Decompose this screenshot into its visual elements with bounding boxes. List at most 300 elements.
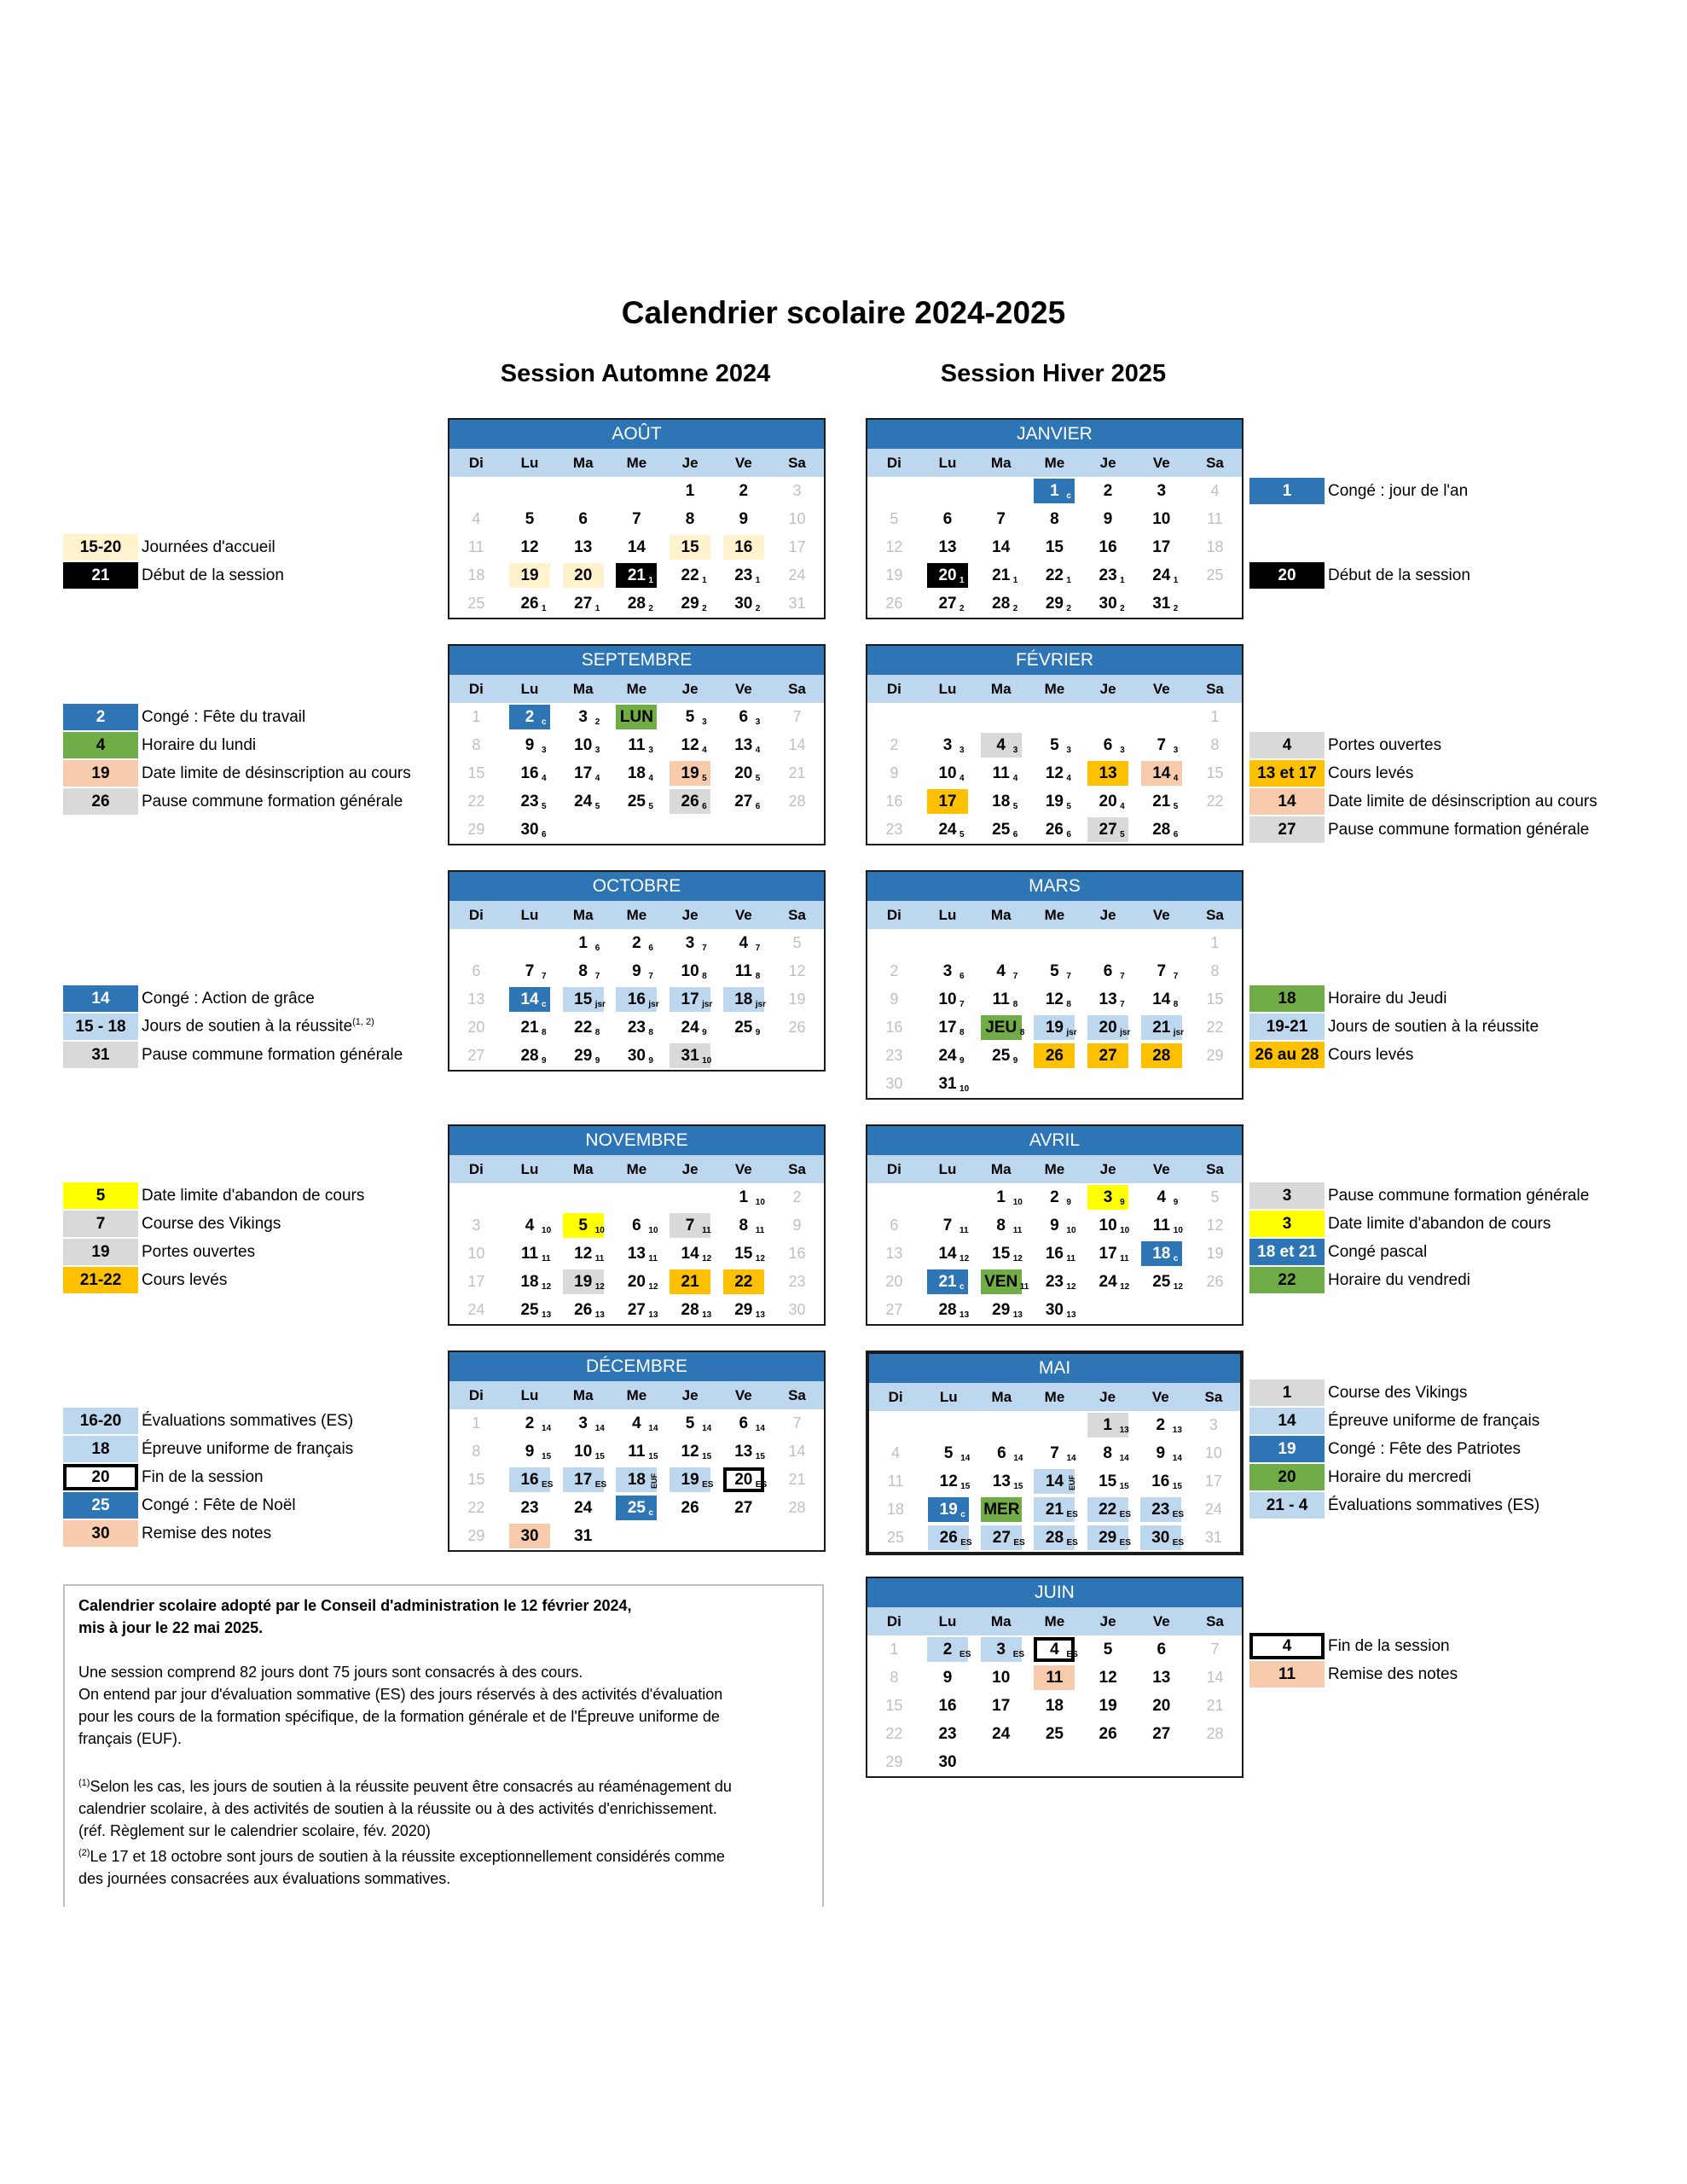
day-count: 2 bbox=[1120, 604, 1125, 613]
day-cell bbox=[503, 731, 557, 759]
day-number: 16 bbox=[885, 793, 903, 810]
day-cell bbox=[1028, 985, 1081, 1014]
day-count: 13 bbox=[1119, 1426, 1129, 1435]
day-cell bbox=[664, 1522, 717, 1550]
day-number: 31 bbox=[1204, 1529, 1222, 1546]
weekday-header: Sa bbox=[1188, 901, 1242, 929]
day-cell bbox=[1187, 1411, 1240, 1439]
day-cell bbox=[1028, 1524, 1081, 1552]
day-cell bbox=[556, 1466, 610, 1494]
legend-swatch: 14 bbox=[1249, 788, 1325, 815]
day-cell bbox=[1081, 1692, 1135, 1720]
day-count: 2 bbox=[959, 604, 965, 613]
day-number: 7 bbox=[632, 509, 641, 528]
weekday-header: Di bbox=[867, 675, 921, 703]
day-cell bbox=[556, 731, 610, 759]
day-number: 24 bbox=[992, 1724, 1011, 1743]
weekday-header: Je bbox=[664, 901, 717, 929]
day-cell bbox=[503, 1183, 557, 1211]
legend-swatch: 2 bbox=[63, 704, 138, 730]
weekday-header: Ve bbox=[1134, 901, 1188, 929]
day-count: 15 bbox=[648, 1452, 658, 1461]
day-cell bbox=[1081, 1496, 1134, 1524]
day-number: 9 bbox=[1050, 1216, 1059, 1234]
day-count: 1 bbox=[702, 576, 707, 585]
legend-label bbox=[1328, 1187, 1589, 1205]
day-cell bbox=[921, 816, 975, 844]
day-number: 30 bbox=[1045, 1300, 1064, 1319]
day-count: 14 bbox=[755, 1424, 765, 1433]
legend-item bbox=[1249, 985, 1446, 1012]
weekday-header: Ma bbox=[974, 1155, 1028, 1183]
day-count: 7 bbox=[594, 972, 600, 981]
day-cell bbox=[664, 1296, 717, 1324]
day-cell bbox=[1188, 1014, 1242, 1042]
week-row bbox=[449, 1522, 824, 1550]
day-cell bbox=[770, 533, 824, 561]
legend-label bbox=[142, 1412, 353, 1431]
day-cell bbox=[1028, 1664, 1081, 1692]
day-cell bbox=[503, 759, 557, 787]
day-cell bbox=[1188, 533, 1242, 561]
session-title-winter: Session Hiver 2025 bbox=[940, 360, 1167, 387]
day-cell bbox=[1028, 590, 1081, 618]
legend-text: Date limite de désinscription au cours bbox=[142, 764, 411, 782]
day-count: jsr bbox=[702, 1000, 713, 1009]
legend-swatch: 4 bbox=[1249, 732, 1325, 758]
weekday-header: Je bbox=[1081, 901, 1135, 929]
legend-label bbox=[142, 1243, 255, 1262]
day-cell bbox=[867, 1014, 921, 1042]
legend-footnote-mark: (1, 2) bbox=[352, 1017, 374, 1028]
day-cell bbox=[1134, 1467, 1187, 1496]
legend-swatch: 1 bbox=[1249, 1380, 1325, 1406]
legend-swatch: 22 bbox=[1249, 1267, 1325, 1293]
day-count: ES bbox=[959, 1650, 971, 1659]
day-cell bbox=[1134, 1070, 1188, 1098]
legend-item bbox=[1249, 1042, 1413, 1068]
month-header: AOÛT bbox=[449, 420, 824, 449]
day-number: 6 bbox=[472, 962, 481, 979]
day-cell bbox=[503, 1211, 557, 1240]
day-number: 5 bbox=[1103, 1640, 1113, 1658]
legend-item bbox=[1249, 1492, 1539, 1519]
day-number: 10 bbox=[574, 1442, 593, 1461]
day-count: 7 bbox=[542, 972, 547, 981]
day-number: 4 bbox=[739, 933, 749, 952]
day-cell bbox=[1188, 985, 1242, 1014]
day-cell bbox=[1134, 590, 1188, 618]
legend-item bbox=[1249, 1464, 1471, 1490]
day-number: 3 bbox=[472, 1217, 481, 1234]
day-count: 11 bbox=[755, 1226, 765, 1235]
day-count: 6 bbox=[1012, 830, 1018, 839]
day-cell bbox=[867, 1183, 921, 1211]
week-row bbox=[869, 1411, 1240, 1439]
day-number: 4 bbox=[996, 735, 1006, 754]
day-number: 5 bbox=[578, 1216, 588, 1234]
day-count: 6 bbox=[1066, 830, 1071, 839]
legend-swatch: 11 bbox=[1249, 1661, 1325, 1687]
day-cell bbox=[921, 505, 975, 533]
day-number: 4 bbox=[1050, 1640, 1059, 1658]
day-number: 21 bbox=[1152, 1018, 1171, 1037]
day-number: 6 bbox=[942, 509, 953, 528]
day-count: 11 bbox=[959, 1226, 969, 1235]
day-number: 20 bbox=[467, 1019, 485, 1036]
day-cell bbox=[449, 1042, 503, 1070]
day-number: 3 bbox=[1209, 1416, 1218, 1433]
legend-item bbox=[63, 1182, 364, 1209]
day-number: 19 bbox=[1206, 1245, 1224, 1262]
day-number: 30 bbox=[1099, 594, 1117, 613]
day-cell bbox=[869, 1467, 922, 1496]
day-number: 13 bbox=[734, 735, 753, 754]
weekday-row bbox=[867, 901, 1242, 929]
day-number: 1 bbox=[685, 481, 695, 500]
legend-text: Course des Vikings bbox=[142, 1214, 281, 1233]
day-count: ES bbox=[960, 1538, 972, 1548]
day-number: 15 bbox=[734, 1244, 753, 1263]
day-cell bbox=[770, 1409, 824, 1438]
day-cell bbox=[664, 957, 717, 985]
day-cell bbox=[1188, 1042, 1242, 1070]
day-number: 16 bbox=[938, 1696, 957, 1715]
day-count: 11 bbox=[1066, 1254, 1075, 1263]
day-number: 26 bbox=[788, 1019, 806, 1036]
day-cell bbox=[1188, 731, 1242, 759]
legend-item bbox=[63, 732, 256, 758]
week-row bbox=[449, 787, 824, 816]
day-count: 3 bbox=[1012, 746, 1018, 755]
day-number: 27 bbox=[1152, 1724, 1171, 1743]
day-number: 27 bbox=[1099, 820, 1117, 839]
day-cell bbox=[867, 505, 921, 533]
day-count: 12 bbox=[1173, 1282, 1183, 1292]
legend-swatch: 3 bbox=[1249, 1211, 1325, 1237]
week-row bbox=[449, 590, 824, 618]
day-cell bbox=[867, 1042, 921, 1070]
day-number: 15 bbox=[1099, 1472, 1117, 1490]
day-number: 13 bbox=[1099, 990, 1117, 1008]
day-cell bbox=[610, 1014, 664, 1042]
day-number: 10 bbox=[1204, 1444, 1222, 1461]
day-number: 17 bbox=[938, 792, 957, 810]
day-count: 3 bbox=[594, 746, 600, 755]
day-number: 30 bbox=[1151, 1528, 1170, 1547]
legend-swatch: 18 bbox=[1249, 985, 1325, 1012]
day-number: 7 bbox=[996, 509, 1006, 528]
week-row bbox=[867, 1183, 1242, 1211]
weekday-header: Sa bbox=[770, 1381, 824, 1409]
day-number: 11 bbox=[520, 1244, 539, 1263]
day-number: 13 bbox=[885, 1245, 903, 1262]
day-count: 15 bbox=[702, 1452, 712, 1461]
day-count: ES bbox=[1119, 1538, 1131, 1548]
day-cell bbox=[556, 1268, 610, 1296]
day-cell bbox=[770, 1211, 824, 1240]
day-cell bbox=[921, 1664, 975, 1692]
day-number: 5 bbox=[1050, 735, 1059, 754]
day-number: 9 bbox=[739, 509, 749, 528]
legend-item bbox=[1249, 1014, 1539, 1040]
day-count: 12 bbox=[1120, 1282, 1130, 1292]
week-row bbox=[867, 1240, 1242, 1268]
day-number: 10 bbox=[681, 961, 699, 980]
day-number: 17 bbox=[574, 764, 593, 782]
day-count: 11 bbox=[1120, 1254, 1129, 1263]
day-cell bbox=[1134, 1496, 1187, 1524]
day-cell bbox=[664, 1183, 717, 1211]
day-count: 15 bbox=[755, 1452, 765, 1461]
day-number: 1 bbox=[996, 1188, 1006, 1206]
day-count: 4 bbox=[594, 774, 600, 783]
day-count: 7 bbox=[1120, 1000, 1125, 1009]
day-cell bbox=[1134, 703, 1188, 731]
legend-item bbox=[1249, 1239, 1427, 1265]
day-number: 12 bbox=[788, 962, 806, 979]
day-number: 15 bbox=[574, 990, 593, 1008]
weekday-header: Di bbox=[867, 901, 921, 929]
day-number: 9 bbox=[1103, 509, 1113, 528]
week-row bbox=[449, 1409, 824, 1438]
legend-text: Cours levés bbox=[1328, 764, 1414, 782]
day-count: ES bbox=[755, 1480, 768, 1490]
day-cell bbox=[770, 703, 824, 731]
day-cell bbox=[770, 1014, 824, 1042]
legend-item bbox=[1249, 1211, 1551, 1237]
day-cell bbox=[1028, 1240, 1081, 1268]
day-cell bbox=[974, 1211, 1028, 1240]
day-cell bbox=[1081, 985, 1135, 1014]
legend-text: Horaire du vendredi bbox=[1328, 1270, 1470, 1289]
day-cell bbox=[921, 929, 975, 957]
day-cell bbox=[716, 561, 770, 590]
day-cell bbox=[1188, 505, 1242, 533]
day-count: 13 bbox=[648, 1310, 658, 1320]
day-count: 10 bbox=[1066, 1226, 1076, 1235]
weekday-header: Lu bbox=[921, 675, 975, 703]
day-number: 25 bbox=[1206, 566, 1224, 584]
day-number: 8 bbox=[1210, 736, 1220, 753]
day-cell bbox=[716, 985, 770, 1014]
day-cell bbox=[1081, 957, 1135, 985]
day-number: 20 bbox=[574, 566, 593, 584]
day-count: 9 bbox=[755, 1028, 761, 1037]
legend-label bbox=[1328, 793, 1597, 811]
day-number: 7 bbox=[1157, 735, 1167, 754]
day-cell bbox=[556, 1014, 610, 1042]
day-count: 2 bbox=[648, 604, 653, 613]
day-number: 26 bbox=[1045, 1046, 1064, 1065]
weekday-header: Di bbox=[867, 449, 921, 477]
weekday-header: Ma bbox=[974, 675, 1028, 703]
day-number: 28 bbox=[992, 594, 1011, 613]
day-count: 15 bbox=[960, 1482, 971, 1491]
day-number: 18 bbox=[467, 566, 485, 584]
day-number: 29 bbox=[734, 1300, 753, 1319]
day-cell bbox=[1134, 1692, 1188, 1720]
day-cell bbox=[449, 590, 503, 618]
day-cell bbox=[1081, 1211, 1135, 1240]
day-cell bbox=[1028, 561, 1081, 590]
weekday-header: Me bbox=[1028, 449, 1081, 477]
day-cell bbox=[1081, 1411, 1134, 1439]
day-cell bbox=[1028, 1014, 1081, 1042]
day-cell bbox=[664, 787, 717, 816]
day-count: 7 bbox=[1012, 972, 1018, 981]
legend-swatch: 18 et 21 bbox=[1249, 1239, 1325, 1265]
day-number: 10 bbox=[938, 990, 957, 1008]
day-count: 6 bbox=[648, 944, 653, 953]
day-cell bbox=[1134, 1211, 1188, 1240]
day-number: 1 bbox=[1210, 708, 1220, 725]
legend-label bbox=[1328, 482, 1468, 501]
legend-text: Cours levés bbox=[1328, 1045, 1414, 1064]
day-cell bbox=[449, 985, 503, 1014]
day-cell bbox=[449, 477, 503, 505]
legend-text: Épreuve uniforme de français bbox=[142, 1439, 354, 1458]
day-count: 10 bbox=[542, 1226, 552, 1235]
day-count: jsr bbox=[648, 1000, 659, 1009]
legend-item bbox=[63, 788, 403, 815]
legend-item bbox=[63, 1436, 353, 1462]
day-cell bbox=[1134, 1014, 1188, 1042]
day-cell bbox=[664, 929, 717, 957]
footnote-2-text-2: des journées consacrées aux évaluations sommatives. bbox=[78, 1870, 451, 1887]
legend-label bbox=[1328, 1496, 1539, 1515]
day-cell bbox=[1081, 1014, 1135, 1042]
day-count: c bbox=[1173, 1254, 1179, 1263]
day-cell bbox=[867, 1240, 921, 1268]
legend-label bbox=[142, 1046, 403, 1065]
day-number: 11 bbox=[628, 1442, 646, 1461]
legend-label bbox=[1328, 1665, 1458, 1684]
day-cell bbox=[556, 1438, 610, 1466]
legend-item bbox=[63, 1267, 227, 1293]
day-number: 29 bbox=[467, 1527, 485, 1544]
week-row bbox=[449, 1042, 824, 1070]
day-number: 19 bbox=[885, 566, 903, 584]
day-cell bbox=[921, 1268, 975, 1296]
day-cell bbox=[1028, 1496, 1081, 1524]
week-row bbox=[867, 985, 1242, 1014]
day-number: 29 bbox=[1045, 594, 1064, 613]
day-cell bbox=[716, 703, 770, 731]
day-number: 22 bbox=[574, 1018, 593, 1037]
day-number: 27 bbox=[734, 1498, 753, 1517]
legend-text: Congé pascal bbox=[1328, 1242, 1428, 1261]
day-cell bbox=[1081, 929, 1135, 957]
week-row bbox=[869, 1524, 1240, 1552]
day-number: 25 bbox=[887, 1529, 905, 1546]
day-cell bbox=[503, 1466, 557, 1494]
weekday-header: Di bbox=[869, 1383, 922, 1411]
day-number: 27 bbox=[574, 594, 593, 613]
note-heading-1: Calendrier scolaire adopté par le Conseil d'administration le 12 février 2024, bbox=[78, 1597, 632, 1614]
day-number: 20 bbox=[938, 566, 957, 584]
day-count: ES bbox=[1012, 1650, 1025, 1659]
day-count: 9 bbox=[1173, 1198, 1179, 1207]
day-cell bbox=[556, 985, 610, 1014]
day-cell bbox=[716, 533, 770, 561]
weekday-header: Lu bbox=[503, 675, 557, 703]
day-cell bbox=[556, 1296, 610, 1324]
day-number: 19 bbox=[939, 1500, 958, 1519]
day-number: 22 bbox=[1206, 793, 1224, 810]
day-cell bbox=[922, 1439, 975, 1467]
day-number: 10 bbox=[788, 510, 806, 527]
day-number: 24 bbox=[467, 1301, 485, 1318]
footnote-1-mark: (1) bbox=[78, 1778, 90, 1788]
footnote-1 bbox=[78, 1772, 809, 1798]
day-number: 3 bbox=[792, 482, 802, 499]
day-number: 19 bbox=[1045, 1018, 1064, 1037]
day-count: 6 bbox=[702, 802, 707, 811]
weekday-header: Di bbox=[449, 675, 503, 703]
day-count: 12 bbox=[542, 1282, 552, 1292]
day-count: 7 bbox=[755, 944, 761, 953]
legend-item bbox=[1249, 1182, 1589, 1209]
legend-label bbox=[142, 1187, 364, 1205]
day-cell bbox=[556, 787, 610, 816]
day-count: 6 bbox=[542, 830, 547, 839]
day-number: 25 bbox=[734, 1018, 753, 1037]
day-number: 9 bbox=[890, 990, 899, 1008]
legend-text: Date limite d'abandon de cours bbox=[1328, 1214, 1551, 1233]
week-row bbox=[867, 1296, 1242, 1324]
day-number: 4 bbox=[1157, 1188, 1167, 1206]
day-number: 6 bbox=[997, 1443, 1006, 1462]
day-cell bbox=[1081, 1467, 1134, 1496]
day-number: 25 bbox=[1152, 1272, 1171, 1291]
day-number: 3 bbox=[942, 961, 953, 980]
weekday-header: Ma bbox=[556, 901, 610, 929]
day-count: jsr bbox=[1173, 1028, 1185, 1037]
day-cell bbox=[664, 561, 717, 590]
day-cell bbox=[716, 1466, 770, 1494]
week-row bbox=[867, 929, 1242, 957]
day-cell bbox=[975, 1411, 1028, 1439]
day-number: 3 bbox=[996, 1640, 1006, 1658]
day-number: 22 bbox=[885, 1725, 903, 1742]
day-cell bbox=[556, 1522, 610, 1550]
day-cell bbox=[664, 505, 717, 533]
weekday-header: Me bbox=[1028, 1607, 1081, 1635]
day-cell bbox=[974, 703, 1028, 731]
day-number: 5 bbox=[1210, 1188, 1220, 1205]
day-count: 9 bbox=[542, 1056, 547, 1066]
week-row bbox=[867, 731, 1242, 759]
legend-swatch: 16-20 bbox=[63, 1408, 138, 1434]
day-cell bbox=[869, 1439, 922, 1467]
day-number: 16 bbox=[520, 764, 539, 782]
day-cell bbox=[1188, 1720, 1242, 1748]
day-number: 23 bbox=[627, 1018, 646, 1037]
day-cell bbox=[556, 533, 610, 561]
day-cell bbox=[1081, 505, 1135, 533]
day-cell bbox=[1187, 1524, 1240, 1552]
day-number: 28 bbox=[788, 793, 806, 810]
legend-label bbox=[1328, 990, 1446, 1008]
day-count: 15 bbox=[1013, 1482, 1023, 1491]
day-cell bbox=[1028, 1268, 1081, 1296]
day-number: 29 bbox=[992, 1300, 1011, 1319]
day-number: 2 bbox=[792, 1188, 802, 1205]
day-count: EUF bbox=[1068, 1475, 1077, 1490]
day-cell bbox=[610, 957, 664, 985]
day-count: 15 bbox=[1172, 1482, 1182, 1491]
